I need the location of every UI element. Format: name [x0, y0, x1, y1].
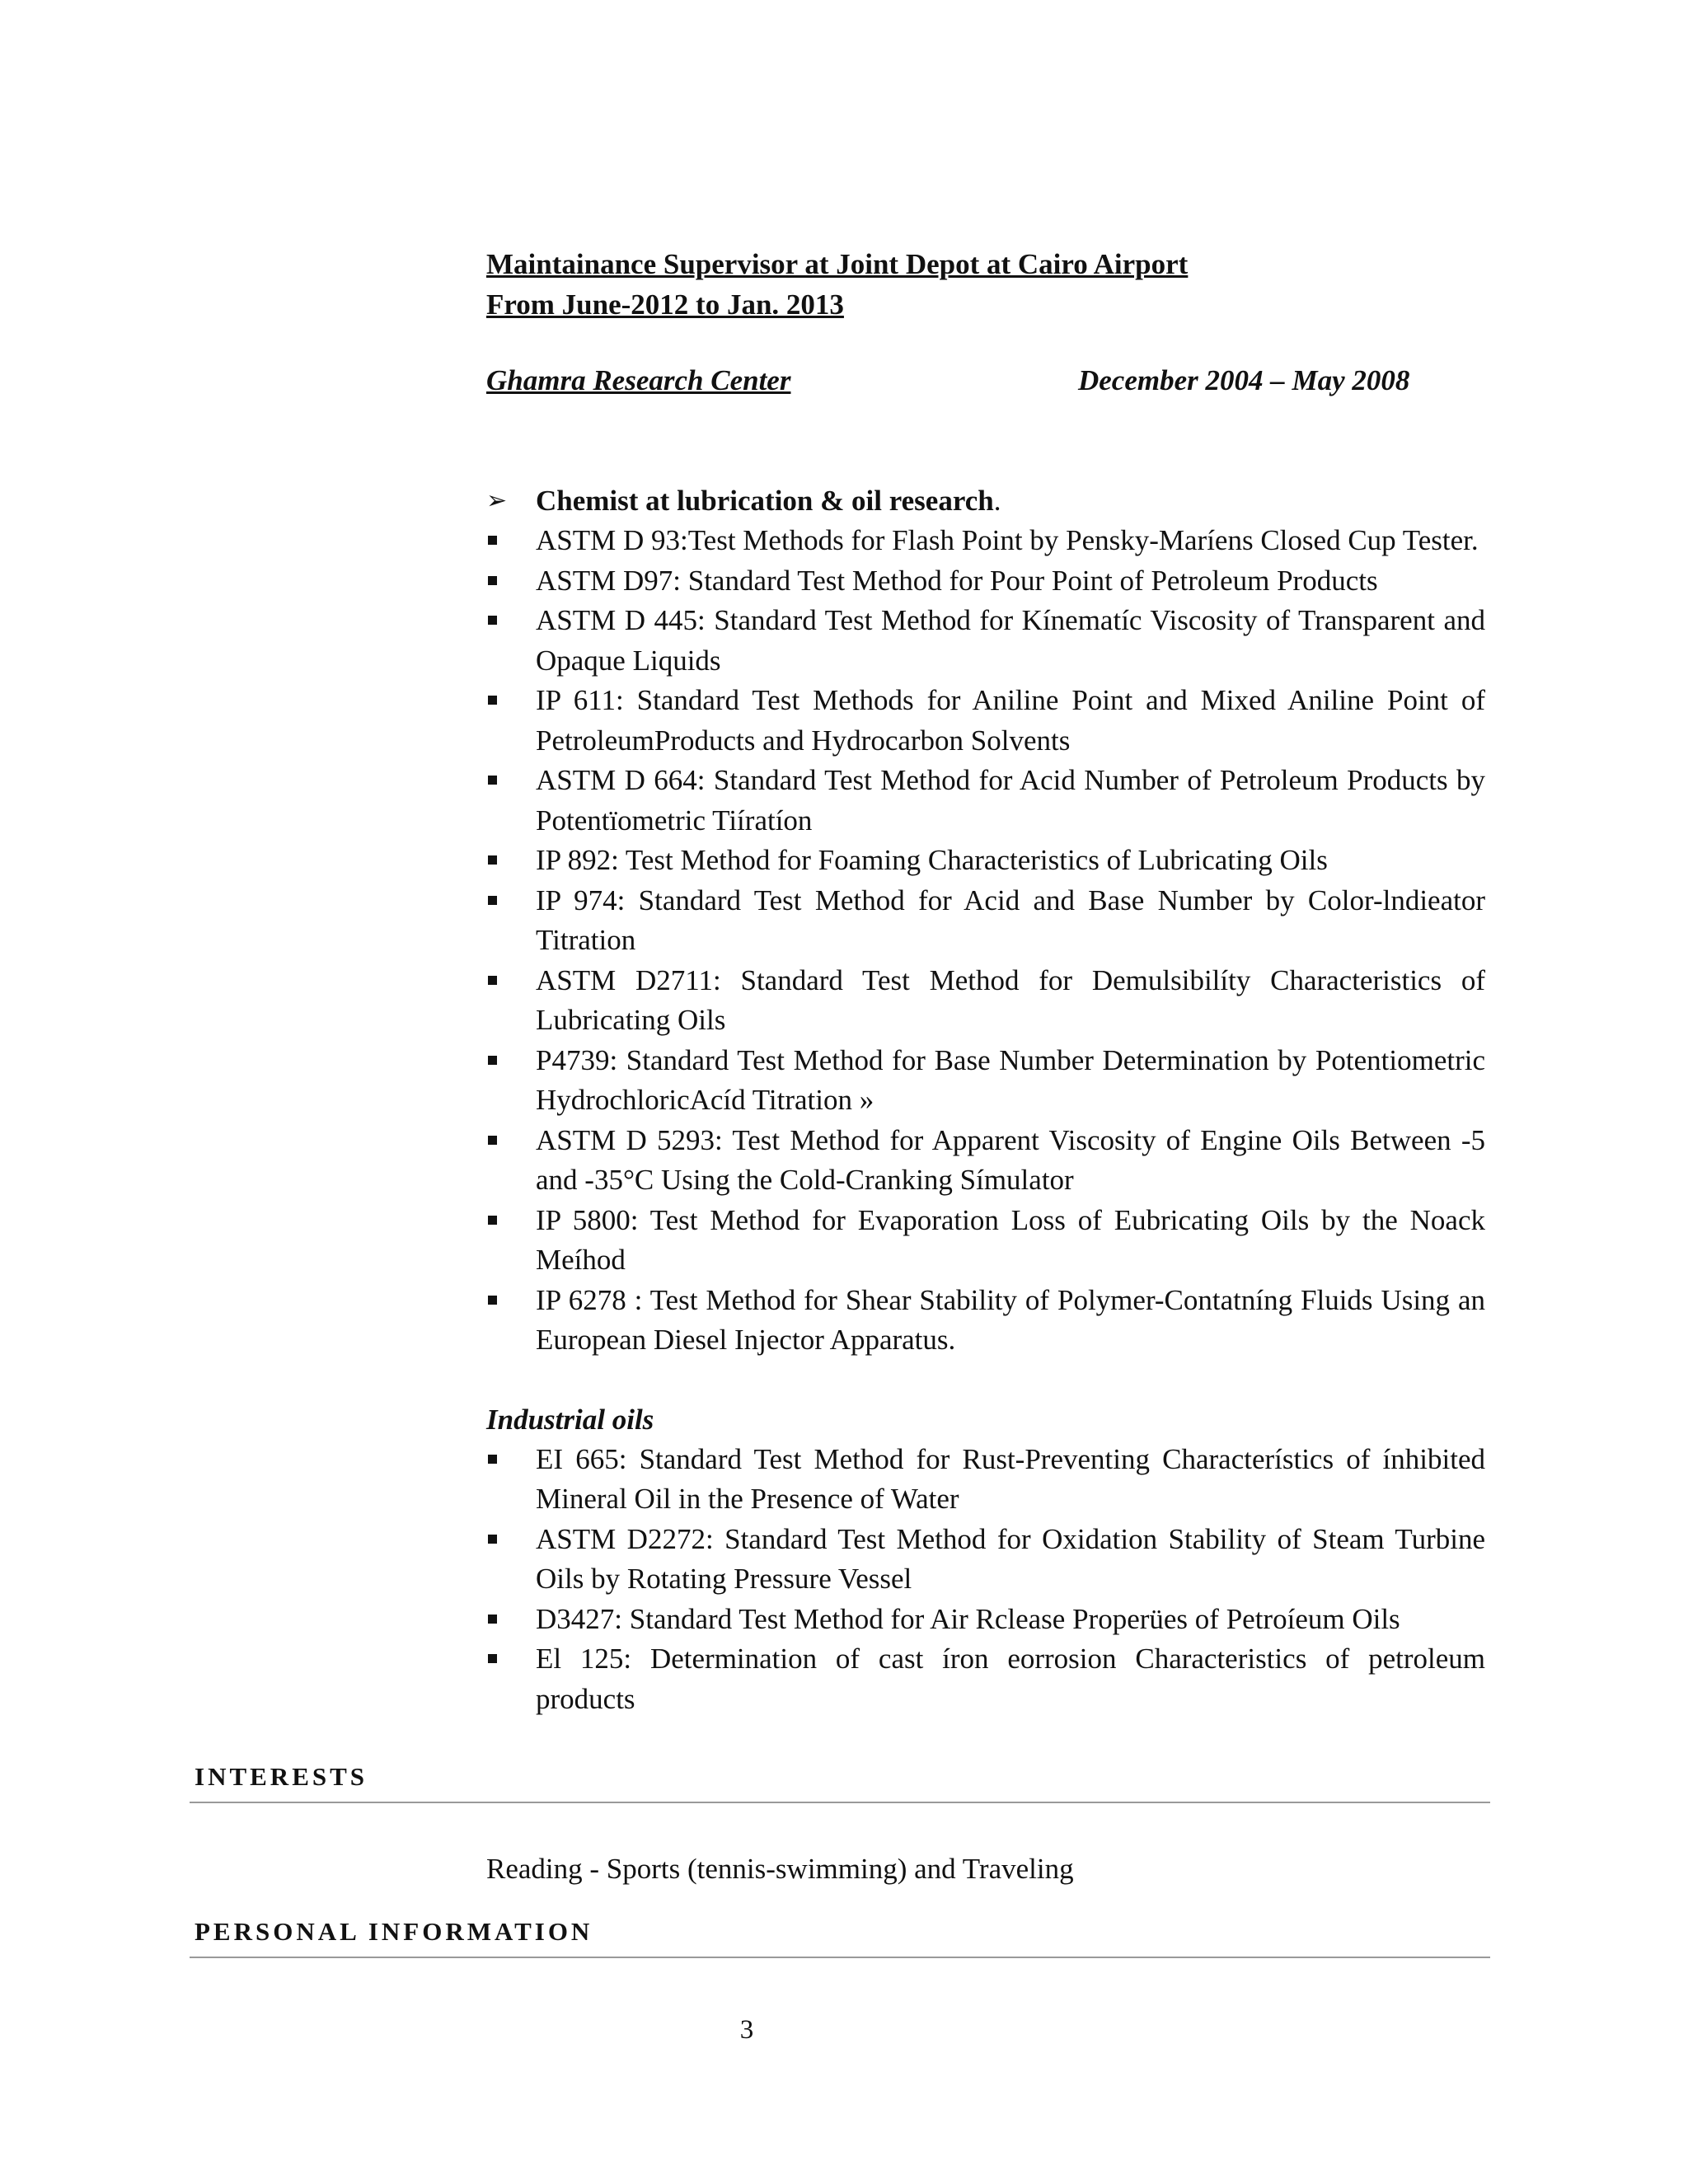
list-item	[486, 521, 1485, 561]
square-bullet-icon	[488, 896, 497, 905]
square-bullet-icon	[488, 1535, 497, 1544]
list-item	[486, 1281, 1485, 1361]
arrow-bullet-icon: ➢	[486, 486, 508, 515]
personal-information-divider	[190, 1957, 1490, 1958]
list-item	[486, 601, 1485, 681]
job-heading	[486, 244, 1188, 325]
list-item-text: EI 665: Standard Test Method for Rust-Preventing Characterístics of ínhibited Mineral Oil in the Presence of Water	[536, 1442, 1485, 1515]
chemist-heading	[486, 481, 1485, 521]
square-bullet-icon	[488, 855, 497, 865]
list-item	[486, 961, 1485, 1041]
list-item-text: P4739: Standard Test Method for Base Number Determination by Potentiometric HydrochloricAcíd Titration »	[536, 1043, 1485, 1116]
list-item	[486, 1440, 1485, 1520]
interests-divider	[190, 1802, 1490, 1803]
square-bullet-icon	[488, 1455, 497, 1464]
list-item	[486, 1201, 1485, 1281]
square-bullet-icon	[488, 1056, 497, 1065]
list-item-text: ASTM D2711: Standard Test Method for Demulsibilíty Characteristics of Lubricating Oils	[536, 963, 1485, 1036]
list-item-text: ASTM D97: Standard Test Method for Pour Point of Petroleum Products	[536, 564, 1378, 597]
list-item	[486, 761, 1485, 841]
list-item	[486, 1520, 1485, 1600]
square-bullet-icon	[488, 976, 497, 985]
chemist-heading-text: Chemist at lubrication & oil research	[536, 485, 994, 517]
list-item	[486, 1121, 1485, 1201]
list-item	[486, 1041, 1485, 1121]
square-bullet-icon	[488, 1615, 497, 1624]
organization-dates: December 2004 – May 2008	[1078, 364, 1410, 396]
chemist-heading-period: .	[993, 485, 1001, 517]
list-item	[486, 1639, 1485, 1719]
square-bullet-icon	[488, 536, 497, 545]
square-bullet-icon	[488, 576, 497, 585]
list-item	[486, 1600, 1485, 1640]
page-number: 3	[739, 2015, 754, 2045]
list-item-text: D3427: Standard Test Method for Air Rclease Properües of Petroíeum Oils	[536, 1602, 1400, 1635]
list-item-text: IP 974: Standard Test Method for Acid and Base Number by Color-lndieator Titration	[536, 883, 1485, 956]
list-item-text: IP 5800: Test Method for Evaporation Loss of Eubricating Oils by the Noack Meíhod	[536, 1203, 1485, 1276]
list-item	[486, 881, 1485, 961]
list-item	[486, 841, 1485, 881]
list-item-text: ASTM D 93:Test Methods for Flash Point by Pensky-Maríens Closed Cup Tester.	[536, 524, 1479, 556]
square-bullet-icon	[488, 616, 497, 625]
interests-text: Reading - Sports (tennis-swimming) and Traveling	[486, 1853, 1074, 1885]
list-item	[486, 681, 1485, 761]
list-item-text: ASTM D 664: Standard Test Method for Acid Number of Petroleum Products by Potentïometric Tiíratíon	[536, 764, 1485, 837]
list-item-text: IP 6278 : Test Method for Shear Stability of Polymer-Contatníng Fluids Using an European Diesel Injector Apparatus.	[536, 1283, 1485, 1356]
list-item-text: ASTM D 445: Standard Test Method for Kínematíc Viscosity of Transparent and Opaque Liquids	[536, 604, 1485, 677]
job-title: Maintainance Supervisor at Joint Depot at Cairo Airport	[486, 248, 1189, 280]
square-bullet-icon	[488, 1136, 497, 1145]
square-bullet-icon	[488, 1654, 497, 1663]
square-bullet-icon	[488, 696, 497, 705]
industrial-test-list	[486, 1440, 1485, 1720]
list-item-text: ASTM D2272: Standard Test Method for Oxidation Stability of Steam Turbine Oils by Rotating Pressure Vessel	[536, 1522, 1485, 1595]
list-item-text: IP 892: Test Method for Foaming Characteristics of Lubricating Oils	[536, 844, 1328, 876]
list-item-text: IP 611: Standard Test Methods for Aniline Point and Mixed Aniline Point of PetroleumProducts and Hydrocarbon Solvents	[536, 684, 1485, 757]
list-item	[486, 561, 1485, 602]
interests-section-title: INTERESTS	[195, 1762, 368, 1791]
square-bullet-icon	[488, 1296, 497, 1305]
experience-details	[486, 481, 1485, 1719]
square-bullet-icon	[488, 1216, 497, 1225]
job-period: From June-2012 to Jan. 2013	[486, 288, 844, 321]
square-bullet-icon	[488, 776, 497, 785]
organization-name: Ghamra Research Center	[486, 364, 791, 396]
industrial-oils-heading: Industrial oils	[486, 1403, 654, 1436]
chemist-test-list	[486, 521, 1485, 1361]
personal-information-section-title: PERSONAL INFORMATION	[195, 1917, 593, 1946]
list-item-text: ASTM D 5293: Test Method for Apparent Viscosity of Engine Oils Between -5 and -35°C Using the Cold-Cranking Símulator	[536, 1123, 1485, 1196]
list-item-text: El 125: Determination of cast íron eorrosion Characteristics of petroleum products	[536, 1643, 1485, 1715]
